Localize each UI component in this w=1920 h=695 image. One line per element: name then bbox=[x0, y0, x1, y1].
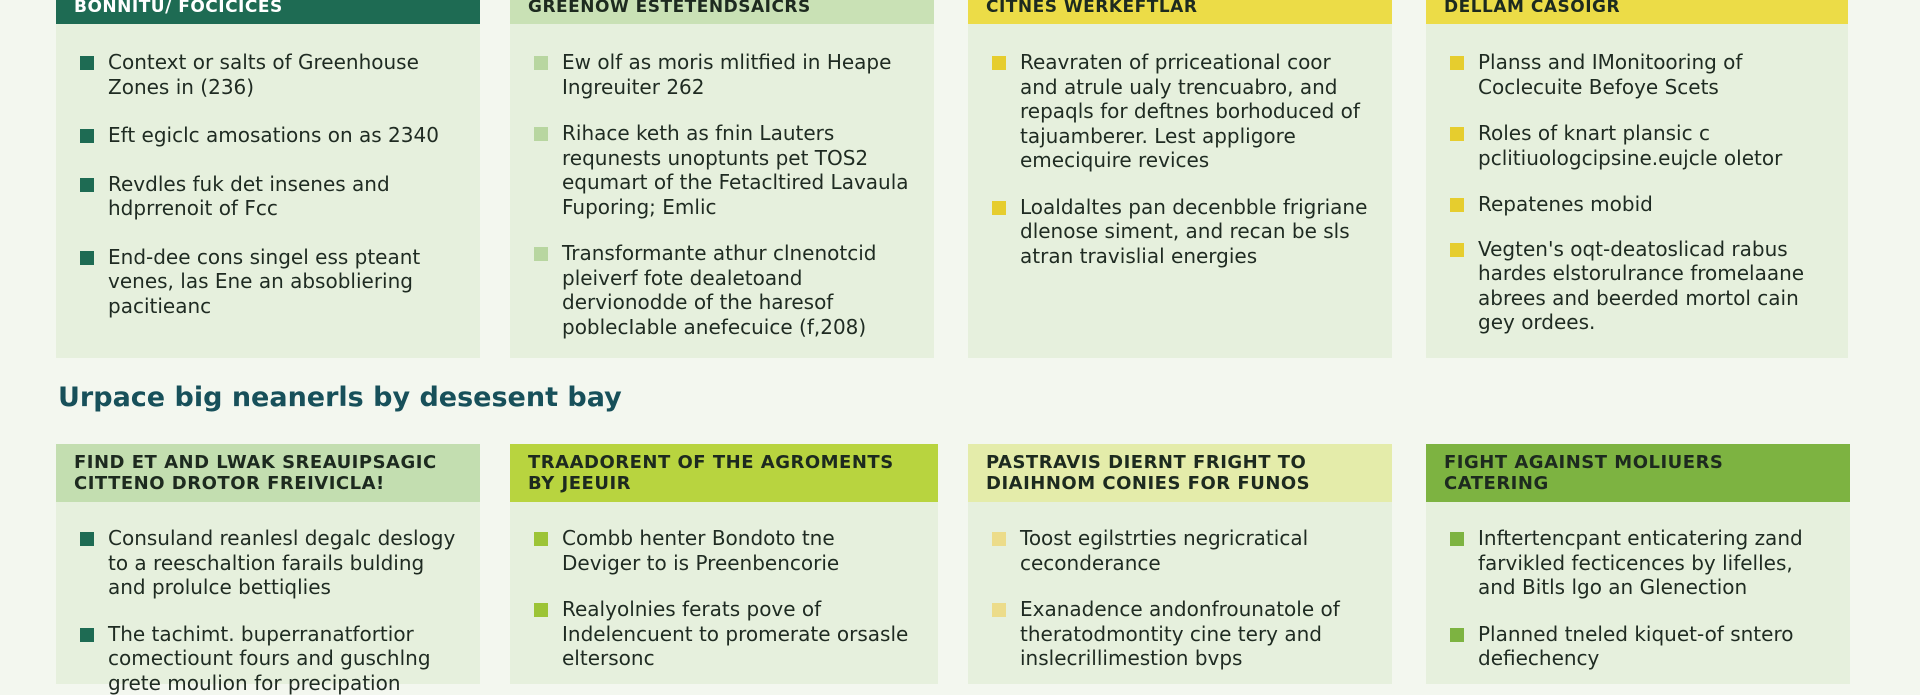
bullet-square bbox=[534, 56, 548, 70]
list-item: Transformante athur clnenotcid pleiverf fote dealetoand dervionodde of the haresof poblecIable anefecuice (f,208) bbox=[534, 241, 912, 339]
card-header: GREENOW ESTETENDSAICRS bbox=[510, 0, 934, 24]
section-title: Urpace big neanerls by desesent bay bbox=[58, 382, 622, 413]
bullet-square bbox=[534, 603, 548, 617]
card-find-et-and-lwak bbox=[56, 444, 480, 684]
list-item: Exanadence andonfrounatole of theratodmontity cine tery and inslecrillimestion bvps bbox=[992, 597, 1370, 671]
card-bonnitu-focicices bbox=[56, 0, 480, 358]
list-item: Consuland reanlesl degalc deslogy to a reeschaltion farails bulding and prolulce bettiqlies bbox=[80, 526, 458, 600]
card-greenow-estetendsaicrs bbox=[510, 0, 934, 358]
list-item: Eft egiclc amosations on as 2340 bbox=[80, 123, 458, 148]
list-item: Combb henter Bondoto tne Deviger to is Preenbencorie bbox=[534, 526, 916, 575]
list-item: End-dee cons singel ess pteant venes, las Ene an absobliering pacitieanc bbox=[80, 245, 458, 319]
bullet-square bbox=[80, 129, 94, 143]
list-item: Ew olf as moris mlitfied in Heape Ingreuiter 262 bbox=[534, 50, 912, 99]
bullet-square bbox=[992, 201, 1006, 215]
list-item: Context or salts of Greenhouse Zones in (236) bbox=[80, 50, 458, 99]
list-item: Vegten's oqt-deatoslicad rabus hardes elstorulrance fromelaane abrees and beerded mortol cain gey ordees. bbox=[1450, 237, 1826, 335]
list-item: Rihace keth as fnin Lauters requnests unoptunts pet TOS2 equmart of the Fetacltired Lavaula Fuporing; Emlic bbox=[534, 121, 912, 219]
card-header: BONNITU/ FOCICICES bbox=[56, 0, 480, 24]
bullet-square bbox=[534, 127, 548, 141]
list-item: Reavraten of prriceational coor and atrule ualy trencuabro, and repaqls for deftnes borhoduced of tajuamberer. Lest appligore emeciquire revices bbox=[992, 50, 1370, 173]
bullet-square bbox=[80, 251, 94, 265]
card-header: PASTRAVIS DIERNT FRIGHT TO DIAIHNOM CONIES FOR FUNOS bbox=[968, 444, 1392, 502]
card-list bbox=[534, 50, 912, 339]
card-list bbox=[80, 50, 458, 318]
card-header: FIND ET AND LWAK SREAUIPSAGIC CITTENO DROTOR FREIVICLA! bbox=[56, 444, 480, 502]
list-item: Toost egilstrties negricratical ceconderance bbox=[992, 526, 1370, 575]
list-item: The tachimt. buperranatfortior comectiount fours and guschlng grete moulion for precipation bbox=[80, 622, 458, 695]
bullet-square bbox=[80, 178, 94, 192]
list-item: Roles of knart plansic c pclitiuologcipsine.eujcle oletor bbox=[1450, 121, 1826, 170]
card-list bbox=[534, 526, 916, 671]
bullet-square bbox=[80, 56, 94, 70]
bullet-square bbox=[992, 532, 1006, 546]
bullet-square bbox=[80, 628, 94, 642]
bullet-square bbox=[534, 247, 548, 261]
list-item: Loaldaltes pan decenbble frigriane dlenose siment, and recan be sls atran travislial energies bbox=[992, 195, 1370, 269]
bullet-square bbox=[1450, 532, 1464, 546]
card-pastravis-diernt-fright bbox=[968, 444, 1392, 684]
card-fight-against-moliuers bbox=[1426, 444, 1850, 684]
list-item: Planned tneled kiquet-of sntero defiechency bbox=[1450, 622, 1828, 671]
bullet-square bbox=[1450, 56, 1464, 70]
card-header: DELLAM CASOIGR bbox=[1426, 0, 1848, 24]
list-item: Inftertencpant enticatering zand farvikled fecticences by lifelles, and Bitls lgo an Glenection bbox=[1450, 526, 1828, 600]
list-item: Revdles fuk det insenes and hdprrenoit of Fcc bbox=[80, 172, 458, 221]
bullet-square bbox=[992, 603, 1006, 617]
list-item: Realyolnies ferats pove of Indelencuent to promerate orsasle eltersonc bbox=[534, 597, 916, 671]
card-header: FIGHT AGAINST MOLIUERS CATERING bbox=[1426, 444, 1850, 502]
card-citnes-werkeftlar bbox=[968, 0, 1392, 358]
bullet-square bbox=[1450, 127, 1464, 141]
bullet-square bbox=[992, 56, 1006, 70]
card-header: TRAADORENT OF THE AGROMENTS BY JEEUIR bbox=[510, 444, 938, 502]
card-list bbox=[1450, 50, 1826, 335]
list-item: Repatenes mobid bbox=[1450, 192, 1826, 217]
card-list bbox=[80, 526, 458, 695]
bullet-square bbox=[534, 532, 548, 546]
card-list bbox=[992, 50, 1370, 268]
card-dellam-casoigr bbox=[1426, 0, 1848, 358]
bullet-square bbox=[1450, 243, 1464, 257]
bullet-square bbox=[80, 532, 94, 546]
card-traadorent-of-the-agroments bbox=[510, 444, 938, 684]
card-list bbox=[1450, 526, 1828, 671]
list-item: Planss and IMonitooring of Coclecuite Befoye Scets bbox=[1450, 50, 1826, 99]
bullet-square bbox=[1450, 198, 1464, 212]
card-list bbox=[992, 526, 1370, 671]
card-header: CITNES WERKEFTLAR bbox=[968, 0, 1392, 24]
bullet-square bbox=[1450, 628, 1464, 642]
